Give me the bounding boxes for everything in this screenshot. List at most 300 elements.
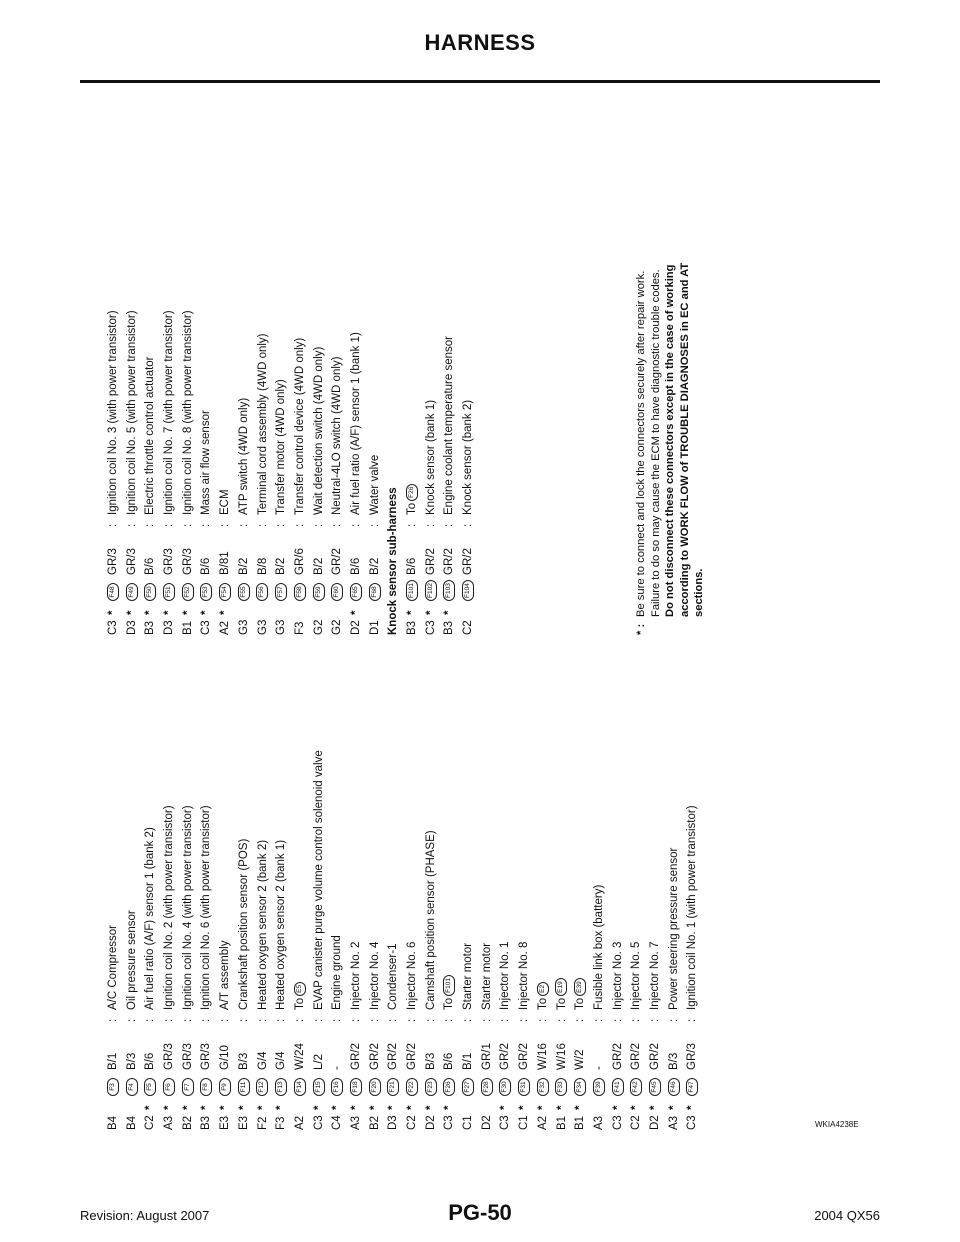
connector-description: Ignition coil No. 7 (with power transistor) <box>163 310 176 515</box>
connector-cell <box>534 1070 553 1096</box>
connector-id-badge: F12 <box>256 1078 268 1096</box>
required-star: * <box>424 610 437 615</box>
connector-description: Knock sensor (bank 2) <box>462 399 475 515</box>
connector-cell <box>104 1070 123 1096</box>
connector-id-badge: F14 <box>294 1078 306 1096</box>
grid-reference: C2 <box>462 620 475 635</box>
connector-row <box>347 135 366 635</box>
connector-cell <box>179 575 198 601</box>
connector-row <box>515 660 534 1130</box>
connector-description: ECM <box>219 489 232 515</box>
connector-description: ToE2 <box>534 982 553 1010</box>
required-star: * <box>648 1105 661 1110</box>
connector-id-badge: F20 <box>369 1078 381 1096</box>
wire-color: B/6 <box>443 1052 456 1070</box>
wire-color: GR/2 <box>499 1043 512 1070</box>
wire-color: G/4 <box>256 1051 269 1070</box>
separator: : <box>667 1018 680 1022</box>
connector-id-badge: F39 <box>593 1078 605 1096</box>
grid-reference: B4 <box>107 1115 119 1130</box>
separator: : <box>349 523 362 527</box>
connector-description: Injector No. 5 <box>630 941 643 1010</box>
separator: : <box>219 523 232 527</box>
connector-row <box>216 660 235 1130</box>
connector-id-badge: F58 <box>294 583 306 601</box>
connector-id-badge: F56 <box>256 583 268 601</box>
connector-cell <box>328 575 347 601</box>
connector-id-badge: F26 <box>443 1078 455 1096</box>
connector-id-badge: F27 <box>462 1078 474 1096</box>
connector-row <box>459 660 478 1130</box>
connector-row <box>235 660 254 1130</box>
connector-cell <box>310 575 329 601</box>
separator: : <box>200 523 213 527</box>
connector-row <box>440 135 459 635</box>
connector-description: Ignition coil No. 2 (with power transistor) <box>163 805 176 1010</box>
wire-color: B/3 <box>237 1052 250 1070</box>
connector-row <box>534 660 553 1130</box>
grid-reference: B1 <box>555 1115 568 1130</box>
separator: : <box>312 523 325 527</box>
connector-id-badge: F16 <box>331 1078 343 1096</box>
note-line: Failure to do so may cause the ECM to have diagnostic trouble codes. <box>649 269 662 617</box>
connector-row <box>291 135 310 635</box>
grid-reference: C4 <box>331 1115 344 1130</box>
connector-cell <box>347 575 366 601</box>
required-star: * <box>107 610 119 615</box>
connector-cell <box>440 1070 459 1096</box>
connector-row <box>609 660 628 1130</box>
wire-color: GR/2 <box>462 548 475 575</box>
connector-description: Starter motor <box>462 942 475 1010</box>
separator: : <box>293 1018 306 1022</box>
connector-description: Ignition coil No. 8 (with power transistor) <box>181 310 194 515</box>
connector-row <box>310 135 329 635</box>
connector-column-left <box>104 660 702 1130</box>
grid-reference: C3 <box>312 1115 325 1130</box>
connector-row <box>440 660 459 1130</box>
connector-row <box>179 660 198 1130</box>
connector-row <box>160 135 179 635</box>
connector-id-badge: F59 <box>313 583 325 601</box>
connector-cell <box>553 1070 572 1096</box>
connector-id-badge: F54 <box>219 583 231 601</box>
grid-reference: C3 <box>443 1115 456 1130</box>
page-title: HARNESS <box>424 30 536 55</box>
wire-color: B/3 <box>424 1052 437 1070</box>
connector-id-badge: F48 <box>107 583 119 601</box>
connector-id-badge: F32 <box>537 1078 549 1096</box>
separator: : <box>331 523 344 527</box>
grid-reference: C2 <box>406 1115 418 1130</box>
connector-id-badge: F8 <box>200 1078 212 1096</box>
grid-reference: A2 <box>536 1115 549 1130</box>
wire-color: B/6 <box>144 1052 157 1070</box>
required-star: * <box>349 1105 362 1110</box>
connector-row <box>328 135 347 635</box>
connector-cell <box>683 1070 702 1096</box>
connector-row <box>478 660 497 1130</box>
connector-description: Wait detection switch (4WD only) <box>312 346 325 515</box>
connector-row <box>496 660 515 1130</box>
grid-reference: F3 <box>275 1116 288 1130</box>
connector-row <box>160 660 179 1130</box>
wire-color: GR/3 <box>163 1043 176 1070</box>
connector-cell <box>104 575 123 601</box>
separator: : <box>125 523 138 527</box>
connector-id-badge: F50 <box>144 583 156 601</box>
connector-row <box>272 660 291 1130</box>
separator: : <box>368 523 381 527</box>
connector-id-badge: F55 <box>238 583 250 601</box>
connector-cell <box>665 1070 684 1096</box>
grid-reference: C3 <box>200 620 213 635</box>
connector-cell <box>440 575 459 601</box>
connector-id-badge: F52 <box>182 583 194 601</box>
wire-color: GR/3 <box>125 548 138 575</box>
wire-color: GR/3 <box>686 1043 699 1070</box>
grid-reference: D2 <box>480 1115 493 1130</box>
connector-description: Ignition coil No. 3 (with power transistor) <box>107 310 119 515</box>
connector-cell <box>422 1070 441 1096</box>
connector-description: Injector No. 3 <box>611 941 624 1010</box>
separator: : <box>462 1018 475 1022</box>
wire-color: GR/3 <box>163 548 176 575</box>
connector-cell <box>291 1070 310 1096</box>
wire-color: GR/3 <box>181 1043 194 1070</box>
wire-color: GR/2 <box>349 1043 362 1070</box>
required-star: * <box>256 1105 269 1110</box>
connector-id-badge: F65 <box>350 583 362 601</box>
connector-id-badge: F104 <box>462 580 474 601</box>
separator: : <box>219 1018 232 1022</box>
connector-id-badge: F101 <box>406 580 418 601</box>
required-star: * <box>275 1105 288 1110</box>
connector-description: Ignition coil No. 6 (with power transistor) <box>200 805 213 1010</box>
connector-description: Injector No. 7 <box>648 941 661 1010</box>
grid-reference: B1 <box>181 620 194 635</box>
connector-cell <box>609 1070 628 1096</box>
wire-color: L/2 <box>312 1054 325 1070</box>
grid-reference: A2 <box>219 620 232 635</box>
connector-row <box>683 660 702 1130</box>
connector-id-badge: F49 <box>126 583 138 601</box>
wire-color: G/4 <box>275 1051 288 1070</box>
connector-row <box>459 135 478 635</box>
separator: : <box>237 523 250 527</box>
connector-cell <box>141 575 160 601</box>
grid-reference: C3 <box>611 1115 624 1130</box>
grid-reference: A3 <box>592 1115 605 1130</box>
connector-row <box>384 660 403 1130</box>
wire-color: GR/2 <box>331 548 344 575</box>
target-connector-badge: F26 <box>406 484 418 501</box>
separator: : <box>256 1018 269 1022</box>
separator: : <box>555 1018 568 1022</box>
separator: : <box>406 523 418 527</box>
figure-id: WKIA4238E <box>815 1120 859 1129</box>
connector-cell <box>571 1070 590 1096</box>
connector-row <box>646 660 665 1130</box>
target-connector-badge: E2 <box>537 982 549 996</box>
connector-description: Mass air flow sensor <box>200 410 213 515</box>
wire-color: GR/2 <box>424 548 437 575</box>
separator: : <box>181 1018 194 1022</box>
grid-reference: B2 <box>181 1115 194 1130</box>
connector-description: Injector No. 4 <box>368 941 381 1010</box>
connector-row <box>347 660 366 1130</box>
connector-id-badge: F3 <box>107 1078 119 1096</box>
connector-description: Heated oxygen sensor 2 (bank 1) <box>275 839 288 1010</box>
connector-description: Camshaft position sensor (PHASE) <box>424 830 437 1010</box>
wire-color: GR/3 <box>200 1043 213 1070</box>
required-star: * <box>349 610 362 615</box>
grid-reference: A2 <box>293 1115 306 1130</box>
connector-id-badge: F34 <box>574 1078 586 1096</box>
required-star: * <box>536 1105 549 1110</box>
connector-row <box>366 660 385 1130</box>
wire-color: B/2 <box>237 557 250 575</box>
separator: : <box>499 1018 512 1022</box>
connector-cell <box>216 1070 235 1096</box>
wire-color: GR/6 <box>293 548 306 575</box>
connector-description: Heated oxygen sensor 2 (bank 2) <box>256 839 269 1010</box>
wire-color: B/81 <box>219 551 232 575</box>
wire-color: B/6 <box>406 557 418 575</box>
wire-color: W/2 <box>574 1049 587 1070</box>
grid-reference: B2 <box>368 1115 381 1130</box>
separator: : <box>181 523 194 527</box>
connector-id-badge: F51 <box>163 583 175 601</box>
separator: : <box>592 1018 605 1022</box>
connector-cell <box>141 1070 160 1096</box>
wire-color: GR/2 <box>368 1043 381 1070</box>
required-star: * <box>181 610 194 615</box>
target-connector-badge: E39 <box>574 978 586 996</box>
connector-id-badge: F4 <box>126 1078 138 1096</box>
connector-description: Oil pressure sensor <box>125 910 138 1010</box>
connector-id-badge: F28 <box>481 1078 493 1096</box>
revision-text: Revision: August 2007 <box>80 1208 210 1223</box>
connector-description: ToE39 <box>571 978 590 1010</box>
separator: : <box>480 1018 493 1022</box>
separator: : <box>293 523 306 527</box>
required-star: * <box>331 1105 344 1110</box>
connector-cell <box>459 575 478 601</box>
connector-description: Fusible link box (battery) <box>592 884 605 1010</box>
wire-color: B/3 <box>125 1052 138 1070</box>
separator: : <box>368 1018 381 1022</box>
required-star: * <box>163 1105 176 1110</box>
grid-reference: B3 <box>144 620 157 635</box>
required-star: * <box>144 1105 157 1110</box>
connector-cell <box>366 575 385 601</box>
connector-description: Injector No. 2 <box>349 941 362 1010</box>
required-star: * <box>200 1105 213 1110</box>
connector-description: Power steering pressure sensor <box>667 847 680 1010</box>
grid-reference: F3 <box>293 621 306 635</box>
separator: : <box>406 1018 418 1022</box>
connector-cell <box>515 1070 534 1096</box>
connector-id-badge: F42 <box>630 1078 642 1096</box>
connector-row <box>123 135 142 635</box>
connector-row <box>123 660 142 1130</box>
connector-description: Ignition coil No. 1 (with power transistor) <box>686 805 699 1010</box>
connector-row <box>403 135 422 635</box>
connector-row <box>366 135 385 635</box>
separator: : <box>536 1018 549 1022</box>
connector-id-badge: F21 <box>387 1078 399 1096</box>
wire-color: B/2 <box>275 557 288 575</box>
connector-cell <box>478 1070 497 1096</box>
connector-id-badge: F33 <box>555 1078 567 1096</box>
connector-id-badge: F53 <box>200 583 212 601</box>
connector-description: Crankshaft position sensor (POS) <box>237 838 250 1010</box>
wire-color: GR/2 <box>611 1043 624 1070</box>
required-star: * <box>686 1105 699 1110</box>
grid-reference: C3 <box>107 620 119 635</box>
separator: : <box>256 523 269 527</box>
connector-row <box>197 135 216 635</box>
grid-reference: C2 <box>630 1115 643 1130</box>
separator: : <box>611 1018 624 1022</box>
connector-description: EVAP canister purge volume control solenoid valve <box>312 750 325 1010</box>
connector-cell <box>403 1070 422 1096</box>
wire-color: GR/3 <box>107 548 119 575</box>
required-star: * <box>125 610 138 615</box>
connector-description: ATP switch (4WD only) <box>237 397 250 515</box>
connector-row <box>141 660 160 1130</box>
connector-id-badge: F7 <box>182 1078 194 1096</box>
connector-cell <box>646 1070 665 1096</box>
connector-id-badge: F15 <box>313 1078 325 1096</box>
required-star: * <box>611 1105 624 1110</box>
connector-id-badge: F5 <box>144 1078 156 1096</box>
note-line: sections. <box>693 568 705 617</box>
separator: : <box>518 1018 531 1022</box>
grid-reference: B4 <box>125 1115 138 1130</box>
connector-row <box>254 135 273 635</box>
connector-id-badge: F102 <box>425 580 437 601</box>
separator: : <box>312 1018 325 1022</box>
connector-cell <box>179 1070 198 1096</box>
required-star: * <box>667 1105 680 1110</box>
connector-row <box>422 660 441 1130</box>
grid-reference: B3 <box>443 620 456 635</box>
connector-cell <box>123 1070 142 1096</box>
grid-reference: D2 <box>648 1115 661 1130</box>
connector-description: Water valve <box>368 454 381 515</box>
connector-cell <box>123 575 142 601</box>
connector-row <box>141 135 160 635</box>
wire-color: B/6 <box>200 557 213 575</box>
connector-cell <box>235 575 254 601</box>
connector-cell <box>590 1070 609 1096</box>
separator: : <box>275 523 288 527</box>
grid-reference: C3 <box>499 1115 512 1130</box>
grid-reference: D1 <box>368 620 381 635</box>
connector-id-badge: F46 <box>668 1078 680 1096</box>
grid-reference: B3 <box>200 1115 213 1130</box>
header-rule <box>80 80 880 83</box>
connector-description: Electric throttle control actuator <box>144 356 157 515</box>
connector-description: Air fuel ratio (A/F) sensor 1 (bank 2) <box>144 827 157 1010</box>
wire-color: - <box>592 1066 605 1070</box>
connector-cell <box>197 1070 216 1096</box>
grid-reference: B1 <box>574 1115 587 1130</box>
connector-id-badge: F68 <box>369 583 381 601</box>
separator: : <box>275 1018 288 1022</box>
required-star: * <box>443 610 456 615</box>
wire-color: W/16 <box>536 1043 549 1070</box>
connector-id-badge: F41 <box>612 1078 624 1096</box>
connector-description: Ignition coil No. 5 (with power transistor) <box>125 310 138 515</box>
connector-description: ToF101 <box>440 975 459 1010</box>
separator: : <box>424 1018 437 1022</box>
connector-description: Terminal cord assembly (4WD only) <box>256 333 269 515</box>
connector-description: Engine coolant temperature sensor <box>443 336 456 515</box>
connector-row <box>179 135 198 635</box>
connector-cell <box>272 575 291 601</box>
connector-cell <box>328 1070 347 1096</box>
grid-reference: G2 <box>312 619 325 635</box>
grid-reference: D3 <box>163 620 176 635</box>
connector-id-badge: F30 <box>499 1078 511 1096</box>
grid-reference: A3 <box>667 1115 680 1130</box>
connector-row <box>403 660 422 1130</box>
separator: : <box>107 1018 119 1022</box>
note-line: according to WORK FLOW of TROUBLE DIAGNOSES in EC and AT <box>678 262 691 617</box>
grid-reference: G3 <box>275 619 288 635</box>
connector-row <box>197 660 216 1130</box>
separator: : <box>387 1018 400 1022</box>
connector-cell <box>160 1070 179 1096</box>
connector-cell <box>403 575 422 601</box>
separator: : <box>443 1018 456 1022</box>
connector-row <box>104 135 123 635</box>
connector-column-right <box>104 135 478 635</box>
target-connector-badge: E19 <box>555 978 567 996</box>
required-star: * <box>387 1105 400 1110</box>
separator: : <box>686 1018 699 1022</box>
separator: : <box>443 523 456 527</box>
connector-description: Transfer control device (4WD only) <box>293 337 306 515</box>
connector-cell <box>627 1070 646 1096</box>
wire-color: B/6 <box>349 557 362 575</box>
connector-id-badge: F11 <box>238 1078 250 1096</box>
separator: : <box>424 523 437 527</box>
connector-id-badge: F47 <box>686 1078 698 1096</box>
separator: : <box>163 523 176 527</box>
separator: : <box>144 523 157 527</box>
connector-cell <box>496 1070 515 1096</box>
wire-color: GR/2 <box>406 1043 418 1070</box>
separator: : <box>349 1018 362 1022</box>
required-star: * <box>219 1105 232 1110</box>
connector-row <box>571 660 590 1130</box>
connector-cell <box>272 1070 291 1096</box>
separator: : <box>237 1018 250 1022</box>
grid-reference: C3 <box>686 1115 699 1130</box>
grid-reference: D3 <box>387 1115 400 1130</box>
wire-color: B/2 <box>368 557 381 575</box>
target-connector-badge: E5 <box>294 982 306 996</box>
grid-reference: E3 <box>219 1115 232 1130</box>
connector-row <box>216 135 235 635</box>
model-text: 2004 QX56 <box>814 1208 880 1223</box>
wire-color: W/24 <box>293 1043 306 1070</box>
separator: : <box>107 523 119 527</box>
